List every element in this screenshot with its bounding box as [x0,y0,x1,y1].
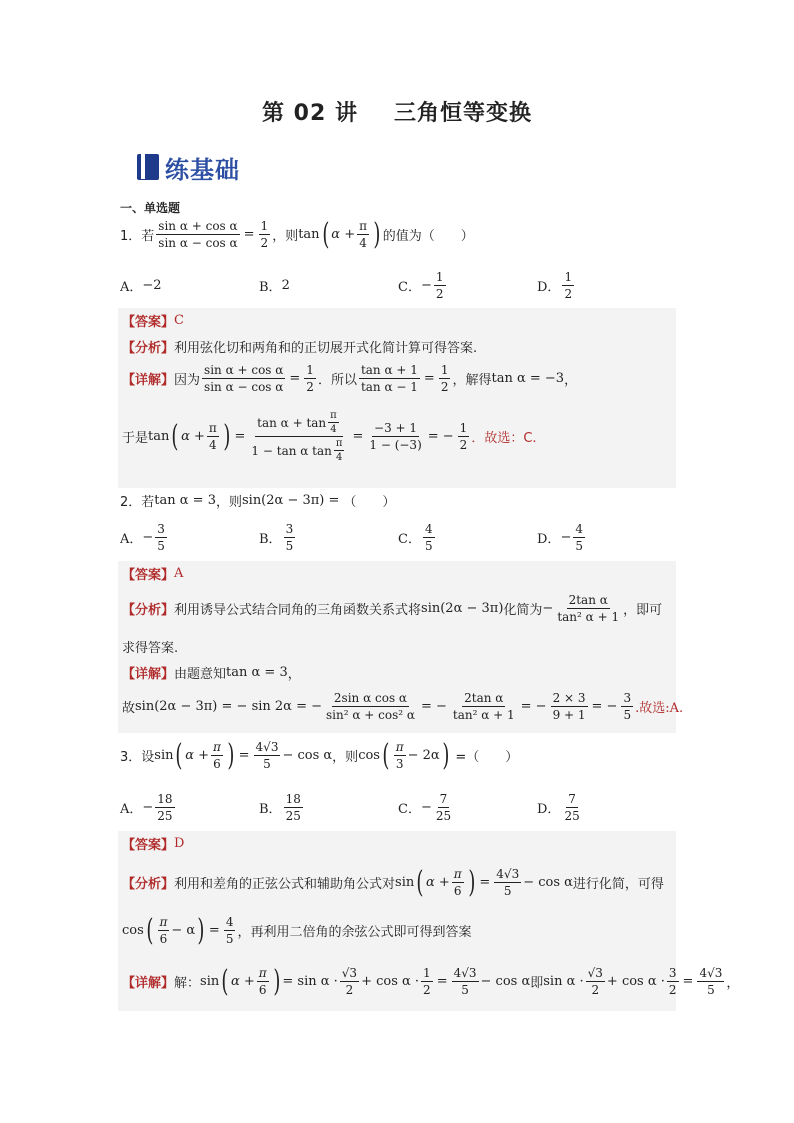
question-1-options [120,270,680,301]
option-c[interactable]: C． $\frac{4}{5}$ [398,522,433,553]
question-3-stem: 3．设 sin ( α + $\frac{\pi}{6}$ ) = $\frac{4√3}{5}$ − cos α ，则 cos ( $\frac{\pi}{3}$ − 2α ) =（ ） [120,737,519,773]
question-1-stem: 1．若 $\frac{\text{sin α + cos α}}{\text{sin α − cos α}}$ = $\frac{1}{2}$ ，则 tan ( α + $\frac{\pi}{4}$ ) 的值为（ ） [120,216,474,252]
lecture-topic: 三角恒等变换 [393,101,532,126]
condition-fraction: $\frac{\text{sin α + cos α}}{\text{sin α − cos α}}$ [158,219,238,250]
option-c[interactable]: C． − $\frac{7}{25}$ [398,792,452,823]
option-d[interactable]: D． $\frac{7}{25}$ [537,792,580,823]
option-a[interactable]: A． −2 [120,278,162,295]
lecture-number: 第 02 讲 [262,101,358,126]
answer-value: C [174,313,184,328]
question-3-options [120,792,680,823]
question-3-solution: 【答案】 D 【分析】 利用和差角的正弦公式和辅助角公式对 sin ( α + $\frac{\pi}{6}$ ) = $\frac{4√3}{5}$ − cos α 进行化简，可得 cos ( $\frac{\pi}{6}$ − α ) = $\frac{4}{5}$ ，再利用二倍角的余弦公式即可得到答案 【详解】 解： sin ( α + $\frac{\pi}{6}$ ) = sin α · $\frac{√3}{2}$ + cos α · $\frac{1}{2}$ = $\frac{4√3}{5}$ − cos α 即 sin α · $\frac{√3}{2}$ + cos α · $\frac{3}{2}$ = $\frac{4√3}{5}$ ， [118,831,676,1011]
section-heading: 一、单选题 [120,201,181,215]
question-2-solution: 【答案】 A 【分析】 利用诱导公式结合同角的三角函数关系式将 sin(2α − 3π) 化简为 − $\frac{\text{2tan α}}{\text{tan² α + 1}}$ ，即可 求得答案. 【详解】 由题意知 tan α = 3 ， 故 sin(2α − 3π) = − sin 2α = − $\frac{\text{2sin α cos α}}{\text{sin² α + cos² α}}$ = − $\frac{\text{2tan α}}{\text{tan² α + 1}}$ = − $\frac{2 \times 3}{9 + 1}$ = − $\frac{3}{5}$ .故选:A. [118,561,676,733]
option-d[interactable]: D． − $\frac{4}{5}$ [537,522,583,553]
option-b[interactable]: B． 2 [259,278,290,295]
option-c[interactable]: C． − $\frac{1}{2}$ [398,270,444,301]
question-1-solution: 【答案】 C 【分析】 利用弦化切和两角和的正切展开式化简计算可得答案. 【详解】 因为 $\frac{\text{sin α + cos α}}{\text{sin α − cos α}}$ = $\frac{1}{2}$ ．所以 $\frac{\text{tan α + 1}}{\text{tan α − 1}}$ = $\frac{1}{2}$ ，解得 tan α = −3 ， 于是 tan ( α + $\frac{\pi}{4}$ ) = tan α + tan $\frac{\pi}{4}$ 1 − tan α tan $\frac{\pi}{4}$ = $\frac{-3 + 1}{1 - (-3)}$ = − $\frac{1}{2}$ ．故选：C. [118,308,676,488]
question-2-stem: 2．若 tan α = 3 ，则 sin(2α − 3π) = （ ） [120,493,396,510]
answer-value: D [174,836,185,851]
section-banner [137,151,240,183]
option-d[interactable]: D． $\frac{1}{2}$ [537,270,573,301]
page-title [0,96,794,127]
book-icon [137,154,159,180]
option-a[interactable]: A． − $\frac{3}{5}$ [120,522,165,553]
option-a[interactable]: A． − $\frac{18}{25}$ [120,792,173,823]
option-b[interactable]: B． $\frac{18}{25}$ [259,792,301,823]
question-2-options [120,522,680,553]
banner-label: 练基础 [165,155,240,184]
option-b[interactable]: B． $\frac{3}{5}$ [259,522,294,553]
answer-value: A [174,566,184,581]
